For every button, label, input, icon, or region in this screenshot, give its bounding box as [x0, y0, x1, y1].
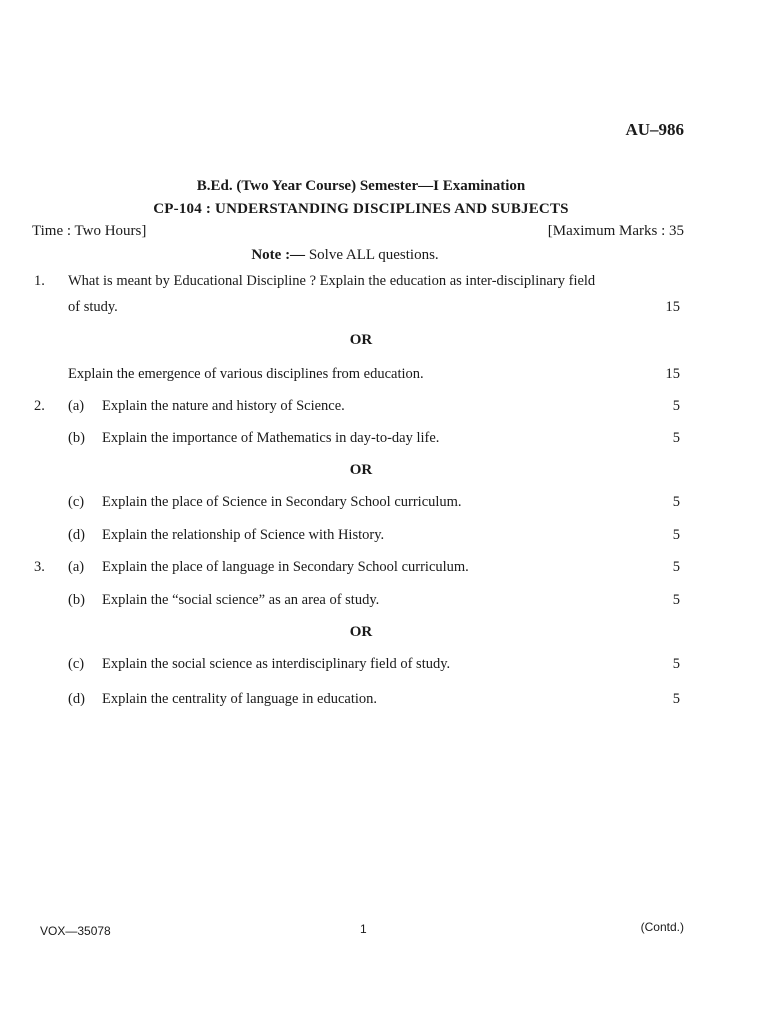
question-marks: 5 — [672, 592, 680, 608]
or-divider: OR — [349, 332, 373, 348]
question-text: Explain the emergence of various disciplines from education. — [68, 366, 424, 382]
question-text: Explain the social science as interdisciplinary field of study. — [102, 656, 451, 672]
exam-title: B.Ed. (Two Year Course) Semester—I Examination — [196, 178, 526, 194]
time-allowed: Time : Two Hours] — [32, 223, 147, 239]
question-number: 3. — [34, 559, 45, 575]
question-text: Explain the centrality of language in education. — [102, 691, 377, 707]
part-label: (b) — [68, 430, 85, 446]
question-text: Explain the place of language in Secondary School curriculum. — [102, 559, 469, 575]
question-text: Explain the “social science” as an area of study. — [102, 592, 380, 608]
continued-label: (Contd.) — [640, 920, 684, 934]
question-marks: 5 — [672, 527, 680, 543]
question-text: Explain the place of Science in Secondary School curriculum. — [102, 494, 462, 510]
question-marks: 5 — [672, 430, 680, 446]
part-label: (b) — [68, 592, 85, 608]
question-number: 2. — [34, 398, 45, 414]
question-text: What is meant by Educational Discipline ? Explain the education as inter-disciplinary field — [68, 273, 596, 289]
question-text: of study. — [68, 299, 118, 315]
question-marks: 15 — [665, 299, 680, 315]
question-marks: 5 — [672, 398, 680, 414]
or-divider: OR — [349, 624, 373, 640]
instructions-note — [0, 247, 690, 264]
subject-title: CP-104 : UNDERSTANDING DISCIPLINES AND SUBJECTS — [153, 201, 569, 217]
question-marks: 5 — [672, 691, 680, 707]
question-text: Explain the nature and history of Science. — [102, 398, 345, 414]
question-marks: 5 — [672, 494, 680, 510]
question-marks: 5 — [672, 656, 680, 672]
maximum-marks: [Maximum Marks : 35 — [547, 223, 684, 239]
part-label: (a) — [68, 398, 85, 414]
part-label: (c) — [68, 494, 85, 510]
paper-code: AU–986 — [625, 120, 684, 139]
or-divider: OR — [349, 462, 373, 478]
question-text: Explain the importance of Mathematics in day-to-day life. — [102, 430, 440, 446]
part-label: (d) — [68, 527, 85, 543]
part-label: (a) — [68, 559, 85, 575]
note-text: Solve ALL questions. — [305, 247, 439, 263]
question-number: 1. — [34, 273, 45, 289]
part-label: (c) — [68, 656, 85, 672]
part-label: (d) — [68, 691, 85, 707]
question-marks: 15 — [665, 366, 680, 382]
question-marks: 5 — [672, 559, 680, 575]
page-number: 1 — [360, 922, 367, 936]
footer-code: VOX—35078 — [40, 924, 111, 938]
question-text: Explain the relationship of Science with History. — [102, 527, 385, 543]
note-label: Note :— — [251, 247, 306, 263]
